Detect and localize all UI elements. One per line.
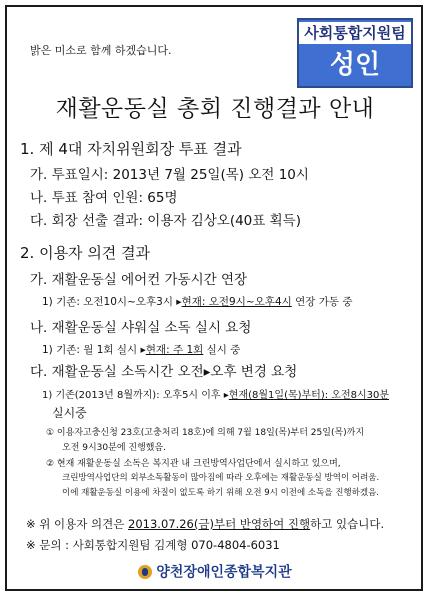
footer-notice-post: 하고 있습니다. <box>310 517 385 531</box>
footer-notice <box>26 516 384 532</box>
section2b-line <box>42 342 240 357</box>
section2c-title: 다. 재활운동실 소독시간 오전▸오후 변경 요청 <box>30 364 298 380</box>
section2b-pre: 1) 기존: 월 1회 실시 ▸ <box>42 344 146 356</box>
section2b-highlight: 현재: 주 1회 <box>145 344 204 356</box>
note2-line3: 이에 재활운동실 이용에 차질이 없도록 하기 위해 오전 9시 이전에 소독을 진행하겠음. <box>62 488 380 498</box>
note2-line1: ② 현재 재활운동실 소독은 복지관 내 크린방역사업단에서 실시하고 있으며, <box>46 459 341 469</box>
section2c-line <box>42 386 389 401</box>
team-label: 사회통합지원팀 <box>299 22 411 44</box>
section2c-pre: 1) 기존(2013년 8월까지): 오후5시 이후 ▸ <box>42 390 229 401</box>
tagline: 밝은 미소로 함께 하겠습니다. <box>30 44 172 57</box>
team-badge <box>297 18 413 88</box>
section2a-post: 연장 가동 중 <box>291 296 353 308</box>
note1-line1: ① 이용자고충신청 23호(고충처리 18호)에 의해 7월 18일(목)부터 25일(목)까지 <box>46 428 365 438</box>
section2b-post: 실시 중 <box>203 344 241 356</box>
section2-heading: 2. 이용자 의견 결과 <box>20 244 151 262</box>
section2a-title: 가. 재활운동실 에어컨 가동시간 연장 <box>30 272 248 288</box>
section1-item-3: 다. 회장 선출 결과: 이용자 김상오(40표 획득) <box>30 213 301 229</box>
page-title: 재활운동실 총회 진행결과 안내 <box>55 96 375 122</box>
section2b-title: 나. 재활운동실 샤워실 소독 실시 요청 <box>30 320 252 336</box>
note2-line2: 크린방역사업단의 외부소독활동이 많아짐에 따라 오후에는 재활운동실 방역이 어려움. <box>62 473 380 483</box>
section2a-line <box>42 294 353 309</box>
footer-notice-highlight: 2013.07.26(금)부터 반영하여 진행 <box>128 517 311 531</box>
footer-notice-pre: ※ 위 이용자 의견은 <box>26 517 129 531</box>
section2a-highlight: 현재: 오전9시~오후4시 <box>181 296 292 308</box>
footer-contact: ※ 문의 : 사회통합지원팀 김계형 070-4804-6031 <box>26 538 280 552</box>
section2c-highlight: 현재(8월1일(목)부터): 오전8시30분 <box>228 390 390 401</box>
section2a-pre: 1) 기존: 오전10시~오후3시 ▸ <box>42 296 182 308</box>
team-sub: 성인 <box>329 50 381 80</box>
section2c-cont: 실시중 <box>52 406 87 420</box>
logo-icon <box>138 565 152 579</box>
logo-text: 양천장애인종합복지관 <box>156 564 292 581</box>
section1-heading: 1. 제 4대 자치위원회장 투표 결과 <box>20 140 242 158</box>
section1-item-1: 가. 투표일시: 2013년 7월 25일(목) 오전 10시 <box>30 167 309 183</box>
section1-item-2: 나. 투표 참여 인원: 65명 <box>30 190 178 206</box>
org-logo <box>0 561 430 582</box>
note1-line2: 오전 9시30분에 진행했음. <box>62 443 167 453</box>
